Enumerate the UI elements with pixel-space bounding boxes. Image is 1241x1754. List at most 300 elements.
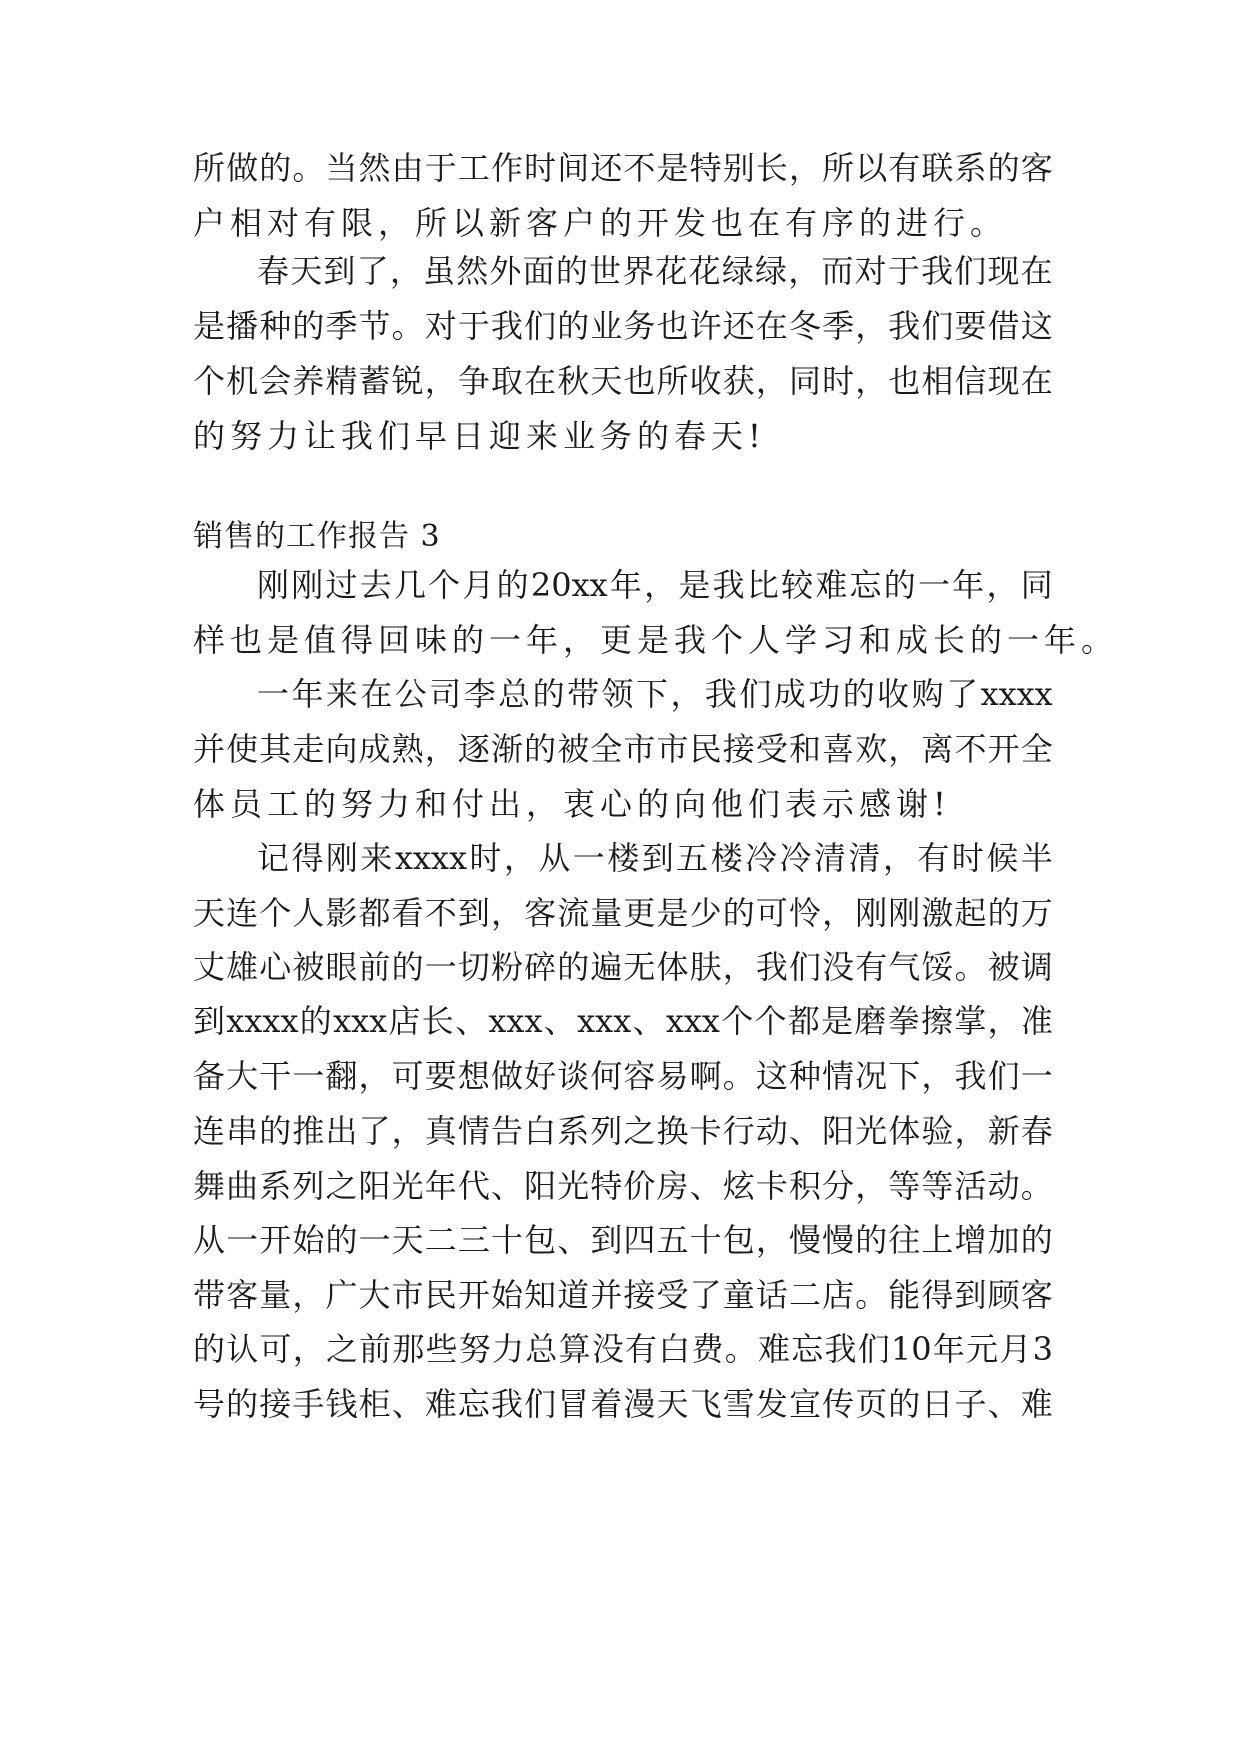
- text-run: ，: [755, 362, 788, 400]
- text-run: ，: [986, 566, 1019, 604]
- text-run: 年: [932, 1330, 965, 1368]
- text-run: 楼: [607, 839, 640, 877]
- text-run: 一: [918, 566, 951, 604]
- text-run: 阳: [524, 1167, 557, 1205]
- text-run: 个: [721, 1002, 754, 1040]
- text-run: 个: [428, 566, 461, 604]
- text-run: 影: [325, 894, 358, 932]
- text-run: 包: [524, 1221, 557, 1259]
- body-line: [193, 1319, 1053, 1379]
- text-run: 容: [623, 1057, 656, 1095]
- text-run: 好: [524, 1057, 557, 1095]
- text-run: 准: [1020, 1002, 1053, 1040]
- text-run: 分: [822, 1167, 855, 1205]
- text-run: 受: [755, 730, 788, 768]
- text-run: 们: [987, 1057, 1020, 1095]
- text-run: xxx: [488, 1002, 543, 1040]
- text-run: 被: [987, 948, 1020, 986]
- text-run: 十: [689, 1221, 722, 1259]
- text-run: 是: [678, 566, 711, 604]
- text-run: 一: [1020, 1057, 1053, 1095]
- text-run: 要: [424, 1057, 457, 1095]
- text-run: 喜: [822, 730, 855, 768]
- text-run: 总: [498, 675, 531, 713]
- text-run: 一: [358, 1221, 391, 1259]
- text-run: 白: [658, 1330, 691, 1368]
- text-run: 雄: [226, 948, 259, 986]
- text-run: 等: [888, 1167, 921, 1205]
- text-run: 并: [590, 1276, 623, 1314]
- text-run: 总: [525, 1330, 558, 1368]
- text-run: 的: [722, 894, 755, 932]
- text-run: 从: [193, 1221, 226, 1259]
- text-run: 精: [325, 362, 358, 400]
- body-line: [193, 937, 1053, 997]
- section-heading: 销售的工作报告 3: [193, 519, 441, 554]
- text-run: 天: [656, 1385, 689, 1423]
- text-run: 钱: [325, 1385, 358, 1423]
- text-run: 磨: [854, 1002, 887, 1040]
- text-run: 激: [921, 894, 954, 932]
- body-line: [257, 664, 1053, 724]
- text-run: 可: [755, 894, 788, 932]
- text-run: 备: [193, 1057, 226, 1095]
- text-run: 啊: [689, 1057, 722, 1095]
- text-run: 领: [601, 675, 634, 713]
- text-run: 眼: [325, 948, 358, 986]
- text-run: 白: [524, 1112, 557, 1150]
- text-run: 由: [391, 149, 424, 187]
- text-run: 楼: [710, 839, 743, 877]
- text-run: ，: [855, 307, 888, 345]
- text-run: ，: [822, 894, 855, 932]
- text-run: 号: [193, 1385, 226, 1423]
- text-run: 许: [689, 307, 722, 345]
- text-run: 对: [854, 252, 887, 290]
- body-line: [193, 991, 1053, 1051]
- text-run: 难: [424, 1385, 457, 1423]
- text-run: 接: [623, 1276, 656, 1314]
- text-run: 冷: [779, 839, 812, 877]
- body-line: 体员工的努力和付出，衷心的向他们表示感谢!: [193, 785, 951, 823]
- text-run: 何: [590, 1057, 623, 1095]
- text-run: 过: [325, 566, 358, 604]
- text-run: 人: [292, 894, 325, 932]
- text-run: 在: [1020, 252, 1053, 290]
- text-run: 忘: [849, 566, 882, 604]
- text-run: 刚: [291, 566, 324, 604]
- text-run: 宣: [788, 1385, 821, 1423]
- text-run: 在: [755, 307, 788, 345]
- text-run: 民: [424, 1276, 457, 1314]
- text-run: 务: [623, 307, 656, 345]
- text-run: 现: [987, 252, 1020, 290]
- text-run: 雪: [722, 1385, 755, 1423]
- text-run: 到: [193, 1002, 226, 1040]
- text-run: 虽: [423, 252, 456, 290]
- text-run: ，: [389, 252, 422, 290]
- text-run: 始: [490, 1276, 523, 1314]
- text-run: 知: [524, 1276, 557, 1314]
- text-run: ，: [503, 839, 536, 877]
- text-run: 民: [689, 730, 722, 768]
- text-run: ，: [788, 252, 821, 290]
- text-run: 客: [226, 1276, 259, 1314]
- text-run: 的: [259, 149, 292, 187]
- text-run: 推: [292, 1112, 325, 1150]
- body-line: [193, 1046, 1053, 1106]
- text-run: 开: [457, 1276, 490, 1314]
- text-run: 春: [257, 252, 290, 290]
- text-run: 。: [724, 1330, 757, 1368]
- text-run: 收: [877, 675, 910, 713]
- text-run: 在: [524, 362, 557, 400]
- text-run: 作: [490, 149, 523, 187]
- text-run: 无: [623, 948, 656, 986]
- text-run: 们: [788, 948, 821, 986]
- text-run: 碎: [524, 948, 557, 986]
- text-run: 刚: [888, 894, 921, 932]
- text-run: 那: [392, 1330, 425, 1368]
- text-run: 接: [259, 1385, 292, 1423]
- text-run: 的: [987, 894, 1020, 932]
- text-run: 粉: [490, 948, 523, 986]
- text-run: 争: [457, 362, 490, 400]
- text-run: 列: [590, 1112, 623, 1150]
- text-run: 少: [689, 894, 722, 932]
- text-run: 被: [557, 730, 590, 768]
- text-run: 冷: [745, 839, 778, 877]
- text-run: 易: [656, 1057, 689, 1095]
- text-run: 有: [855, 948, 888, 986]
- text-run: 之: [623, 1112, 656, 1150]
- text-run: 算: [558, 1330, 591, 1368]
- text-run: 从: [538, 839, 571, 877]
- text-run: 的: [883, 566, 916, 604]
- text-run: 认: [226, 1330, 259, 1368]
- text-run: 蓄: [358, 362, 391, 400]
- text-run: 机: [226, 362, 259, 400]
- text-run: 走: [292, 730, 325, 768]
- text-run: 五: [676, 839, 709, 877]
- text-run: 有: [625, 1330, 658, 1368]
- text-run: 出: [325, 1112, 358, 1150]
- text-run: 告: [490, 1112, 523, 1150]
- text-run: 系: [557, 1112, 590, 1150]
- body-line: [193, 1374, 1053, 1434]
- text-run: 、: [455, 1002, 488, 1040]
- text-run: 世: [589, 252, 622, 290]
- text-run: ，: [888, 730, 921, 768]
- text-run: ，: [292, 1276, 325, 1314]
- text-run: 特: [590, 1167, 623, 1205]
- body-line: [193, 351, 1053, 411]
- text-run: 清: [848, 839, 881, 877]
- text-run: 代: [457, 1167, 490, 1205]
- text-run: 漫: [623, 1385, 656, 1423]
- text-run: 之: [325, 1330, 358, 1368]
- text-run: 来: [325, 675, 358, 713]
- text-run: 客: [524, 894, 557, 932]
- text-run: 我: [755, 948, 788, 986]
- text-run: 信: [954, 362, 987, 400]
- text-run: ，: [424, 362, 457, 400]
- text-run: 一: [292, 1057, 325, 1095]
- text-run: 费: [691, 1330, 724, 1368]
- body-line: [257, 828, 1053, 888]
- text-run: xxx: [577, 1002, 632, 1040]
- text-run: 公: [394, 675, 427, 713]
- text-run: 了: [946, 675, 979, 713]
- text-run: 房: [656, 1167, 689, 1205]
- text-run: 欢: [855, 730, 888, 768]
- text-run: 是: [193, 307, 226, 345]
- text-run: 的: [259, 1112, 292, 1150]
- text-run: 卡: [689, 1112, 722, 1150]
- text-run: 会: [259, 362, 292, 400]
- text-run: 刚: [855, 894, 888, 932]
- text-run: 忘: [791, 1330, 824, 1368]
- text-run: 之: [325, 1167, 358, 1205]
- text-run: 收: [689, 362, 722, 400]
- text-run: 渐: [490, 730, 523, 768]
- text-run: ，: [490, 894, 523, 932]
- text-run: 花: [688, 252, 721, 290]
- text-run: 、: [391, 1385, 424, 1423]
- text-run: 柜: [358, 1385, 391, 1423]
- text-run: 、: [490, 1167, 523, 1205]
- text-run: 做: [226, 149, 259, 187]
- text-run: 调: [1020, 948, 1053, 986]
- text-run: 、: [987, 1385, 1020, 1423]
- text-run: 和: [788, 730, 821, 768]
- text-run: 不: [424, 894, 457, 932]
- text-run: 的: [524, 730, 557, 768]
- body-line: [193, 1101, 1053, 1161]
- text-run: 看: [391, 894, 424, 932]
- text-run: 司: [429, 675, 462, 713]
- text-run: 了: [356, 252, 389, 290]
- text-run: 难: [1020, 1385, 1053, 1423]
- text-run: 天: [193, 894, 226, 932]
- text-run: 前: [359, 1330, 392, 1368]
- text-run: 三: [457, 1221, 490, 1259]
- text-run: 业: [590, 307, 623, 345]
- text-run: 带: [567, 675, 600, 713]
- text-run: 并: [193, 730, 226, 768]
- text-run: 肤: [689, 948, 722, 986]
- text-run: xxxx: [980, 675, 1053, 713]
- text-run: 慢: [822, 1221, 855, 1259]
- text-run: ，: [855, 1167, 888, 1205]
- text-run: 接: [722, 730, 755, 768]
- text-run: 还: [590, 149, 623, 187]
- text-run: 春: [1020, 1112, 1053, 1150]
- text-run: 的: [555, 252, 588, 290]
- text-run: 都: [787, 1002, 820, 1040]
- text-run: 界: [622, 252, 655, 290]
- text-run: 也: [888, 362, 921, 400]
- text-run: 馁: [921, 948, 954, 986]
- text-run: 来: [360, 839, 393, 877]
- text-run: 连: [226, 894, 259, 932]
- body-line: 的努力让我们早日迎来业务的春天!: [193, 417, 766, 455]
- text-run: 市: [623, 730, 656, 768]
- text-run: 拳: [887, 1002, 920, 1040]
- text-run: 没: [591, 1330, 624, 1368]
- text-run: 锐: [391, 362, 424, 400]
- text-run: 的: [292, 307, 325, 345]
- text-run: 的: [888, 1385, 921, 1423]
- text-run: 卡: [755, 1167, 788, 1205]
- text-run: 元: [966, 1330, 999, 1368]
- text-run: 列: [292, 1167, 325, 1205]
- text-run: 时: [524, 149, 557, 187]
- text-run: 们: [921, 307, 954, 345]
- text-run: 想: [457, 1057, 490, 1095]
- text-run: 的: [1020, 1221, 1053, 1259]
- text-run: 。: [292, 149, 325, 187]
- text-run: 前: [358, 948, 391, 986]
- text-run: 客: [1020, 149, 1053, 187]
- text-run: 串: [226, 1112, 259, 1150]
- text-run: 要: [954, 307, 987, 345]
- text-run: 。: [954, 948, 987, 986]
- text-run: 话: [755, 1276, 788, 1314]
- text-run: 传: [822, 1385, 855, 1423]
- text-run: xxxx: [394, 839, 467, 877]
- text-run: 使: [226, 730, 259, 768]
- text-run: ，: [882, 839, 915, 877]
- text-run: 情: [457, 1112, 490, 1150]
- text-run: 获: [722, 362, 755, 400]
- text-run: 个: [193, 362, 226, 400]
- text-run: 心: [259, 948, 292, 986]
- text-run: 熟: [391, 730, 424, 768]
- text-run: 我: [824, 1330, 857, 1368]
- text-run: 炫: [722, 1167, 755, 1205]
- text-run: 等: [921, 1167, 954, 1205]
- text-run: 一: [572, 839, 605, 877]
- text-run: 、: [557, 1221, 590, 1259]
- text-run: 们: [524, 307, 557, 345]
- text-run: 积: [788, 1167, 821, 1205]
- text-run: 联: [921, 149, 954, 187]
- text-run: 购: [911, 675, 944, 713]
- text-run: 动: [987, 1167, 1020, 1205]
- text-run: 系: [259, 1167, 292, 1205]
- text-run: 、: [543, 1002, 576, 1040]
- text-run: 种: [788, 1057, 821, 1095]
- text-run: ，: [670, 675, 703, 713]
- text-run: 年: [952, 566, 985, 604]
- text-run: 们: [524, 1385, 557, 1423]
- text-run: 同: [1020, 566, 1053, 604]
- text-run: 的: [987, 149, 1020, 187]
- text-run: 得: [921, 1276, 954, 1314]
- text-run: 年: [609, 566, 642, 604]
- text-run: 更: [623, 894, 656, 932]
- text-run: 可: [259, 1330, 292, 1368]
- text-run: 是: [656, 894, 689, 932]
- text-run: 3: [1032, 1330, 1053, 1368]
- text-run: 也: [656, 307, 689, 345]
- body-line: [257, 555, 1053, 615]
- text-run: 季: [822, 307, 855, 345]
- text-run: 新: [987, 1112, 1020, 1150]
- text-run: 养: [292, 362, 325, 400]
- text-run: 验: [921, 1112, 954, 1150]
- text-run: 阳: [358, 1167, 391, 1205]
- text-run: 天: [290, 252, 323, 290]
- text-run: 长: [755, 149, 788, 187]
- text-run: 难: [815, 566, 848, 604]
- text-run: 包: [722, 1221, 755, 1259]
- text-run: 月: [999, 1330, 1032, 1368]
- text-run: 于: [457, 307, 490, 345]
- body-line: [193, 1210, 1053, 1270]
- text-run: 十: [490, 1221, 523, 1259]
- text-run: 道: [557, 1276, 590, 1314]
- text-run: 谈: [557, 1057, 590, 1095]
- text-run: 10: [890, 1330, 932, 1368]
- text-run: 而: [821, 252, 854, 290]
- text-run: 候: [986, 839, 1019, 877]
- text-run: 个: [754, 1002, 787, 1040]
- text-run: 20xx: [530, 566, 608, 604]
- text-run: 往: [888, 1221, 921, 1259]
- text-run: 被: [292, 948, 325, 986]
- text-run: xxxx: [226, 1002, 299, 1040]
- text-run: 去: [359, 566, 392, 604]
- text-run: ，: [391, 1112, 424, 1150]
- text-run: 阳: [822, 1112, 855, 1150]
- text-run: 四: [623, 1221, 656, 1259]
- text-run: 的: [299, 1002, 332, 1040]
- text-run: 季: [325, 307, 358, 345]
- text-run: 种: [259, 307, 292, 345]
- text-run: 活: [954, 1167, 987, 1205]
- text-run: 以: [855, 149, 888, 187]
- text-run: 李: [463, 675, 496, 713]
- text-run: 们: [857, 1330, 890, 1368]
- text-run: 况: [855, 1057, 888, 1095]
- text-run: 别: [722, 149, 755, 187]
- text-run: 系: [954, 149, 987, 187]
- text-run: 时: [822, 362, 855, 400]
- text-run: 我: [921, 252, 954, 290]
- text-run: 手: [292, 1385, 325, 1423]
- text-run: 我: [954, 1057, 987, 1095]
- text-run: 难: [757, 1330, 790, 1368]
- text-run: 不: [954, 730, 987, 768]
- text-run: 节: [358, 307, 391, 345]
- text-run: 力: [492, 1330, 525, 1368]
- text-run: 做: [490, 1057, 523, 1095]
- body-line: [193, 1156, 1053, 1216]
- text-run: 始: [292, 1221, 325, 1259]
- text-run: 的: [193, 1330, 226, 1368]
- body-line: [193, 719, 1053, 779]
- text-run: 于: [887, 252, 920, 290]
- text-run: 努: [458, 1330, 491, 1368]
- body-line: [193, 883, 1053, 943]
- text-run: 所: [822, 149, 855, 187]
- text-run: 到: [323, 252, 356, 290]
- text-run: 离: [921, 730, 954, 768]
- text-run: 绿: [755, 252, 788, 290]
- text-run: 、: [632, 1002, 665, 1040]
